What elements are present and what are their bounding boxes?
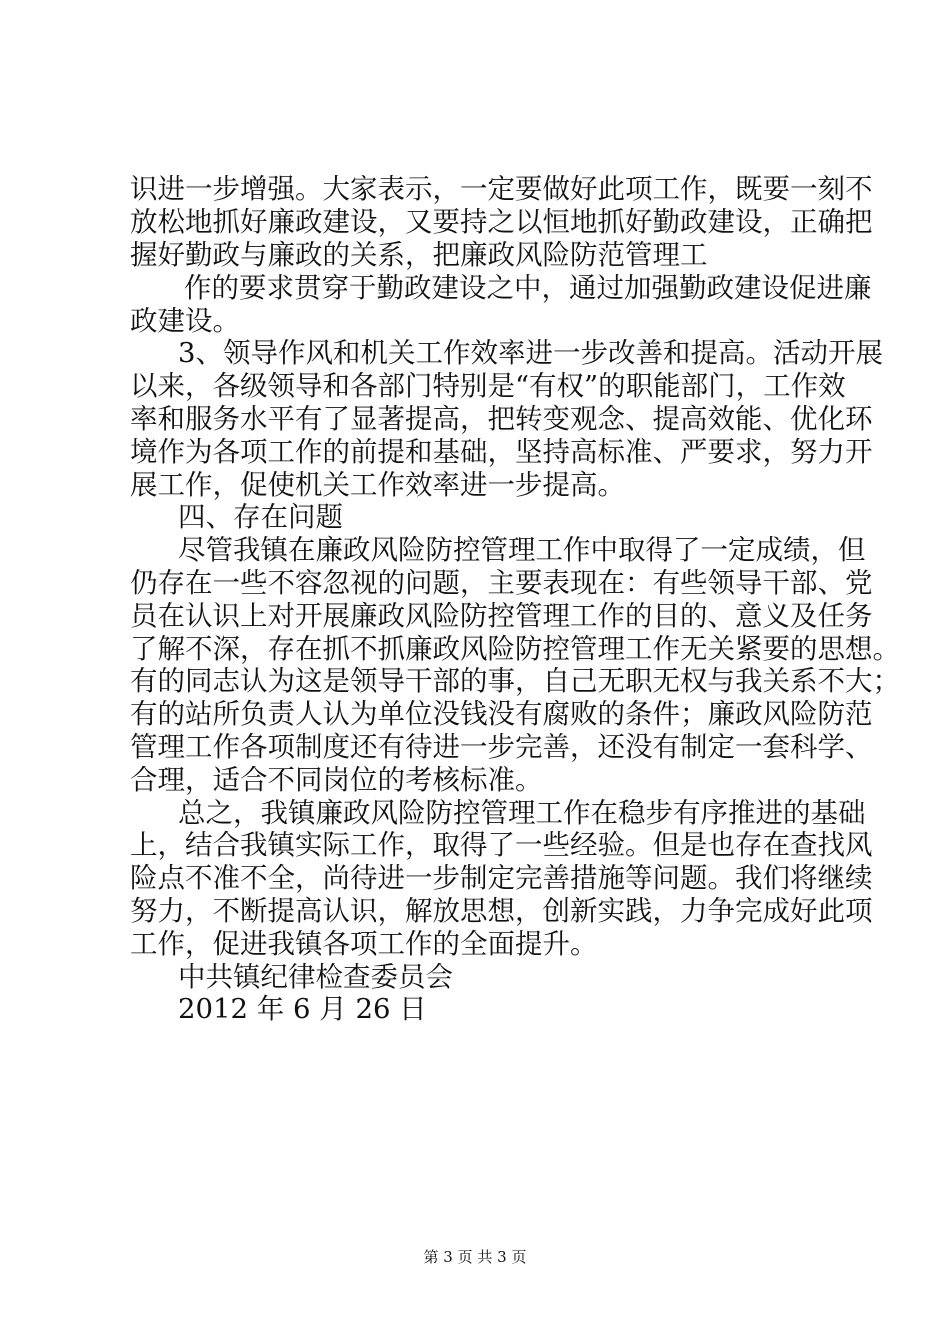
text-line: 率和服务水平有了显著提高，把转变观念、提高效能、优化环 xyxy=(130,403,873,435)
text-line: 工作，促进我镇各项工作的全面提升。 xyxy=(130,928,598,960)
signature-date: 2012 年 6 月 26 日 xyxy=(178,993,427,1025)
text-line: 险点不准不全，尚待进一步制定完善措施等问题。我们将继续 xyxy=(130,862,873,894)
text-line: 努力，不断提高认识，解放思想，创新实践，力争完成好此项 xyxy=(130,895,873,927)
text-line: 管理工作各项制度还有待进一步完善，还没有制定一套科学、 xyxy=(130,731,873,763)
text-line: 3、领导作风和机关工作效率进一步改善和提高。活动开展 xyxy=(178,337,883,369)
text-line: 仍存在一些不容忽视的问题，主要表现在：有些领导干部、党 xyxy=(130,567,873,599)
text-line: 识进一步增强。大家表示，一定要做好此项工作，既要一刻不 xyxy=(130,173,873,205)
signature-organization: 中共镇纪律检查委员会 xyxy=(178,961,453,993)
text-line: 了解不深，存在抓不抓廉政风险防控管理工作无关紧要的思想。 xyxy=(130,633,900,665)
text-line: 政建设。 xyxy=(130,305,240,337)
text-line: 有的站所负责人认为单位没钱没有腐败的条件；廉政风险防范 xyxy=(130,698,873,730)
text-line: 尽管我镇在廉政风险防控管理工作中取得了一定成绩，但 xyxy=(178,534,866,566)
text-line: 有的同志认为这是领导干部的事，自己无职无权与我关系不大； xyxy=(130,665,900,697)
text-line: 合理，适合不同岗位的考核标准。 xyxy=(130,764,543,796)
text-line: 放松地抓好廉政建设，又要持之以恒地抓好勤政建设，正确把 xyxy=(130,206,873,238)
section-heading: 四、存在问题 xyxy=(178,501,343,533)
text-line: 作的要求贯穿于勤政建设之中，通过加强勤政建设促进廉 xyxy=(184,272,872,304)
text-line: 上，结合我镇实际工作，取得了一些经验。但是也存在查找风 xyxy=(130,829,873,861)
text-line: 境作为各项工作的前提和基础，坚持高标准、严要求，努力开 xyxy=(130,436,873,468)
text-line: 展工作，促使机关工作效率进一步提高。 xyxy=(130,469,625,501)
text-line: 握好勤政与廉政的关系，把廉政风险防范管理工 xyxy=(130,239,708,271)
text-line: 员在认识上对开展廉政风险防控管理工作的目的、意义及任务 xyxy=(130,600,873,632)
page-footer: 第 3 页 共 3 页 xyxy=(423,1248,527,1266)
text-line: 总之，我镇廉政风险防控管理工作在稳步有序推进的基础 xyxy=(178,797,866,829)
text-line: 以来，各级领导和各部门特别是“有权”的职能部门，工作效 xyxy=(130,370,846,402)
